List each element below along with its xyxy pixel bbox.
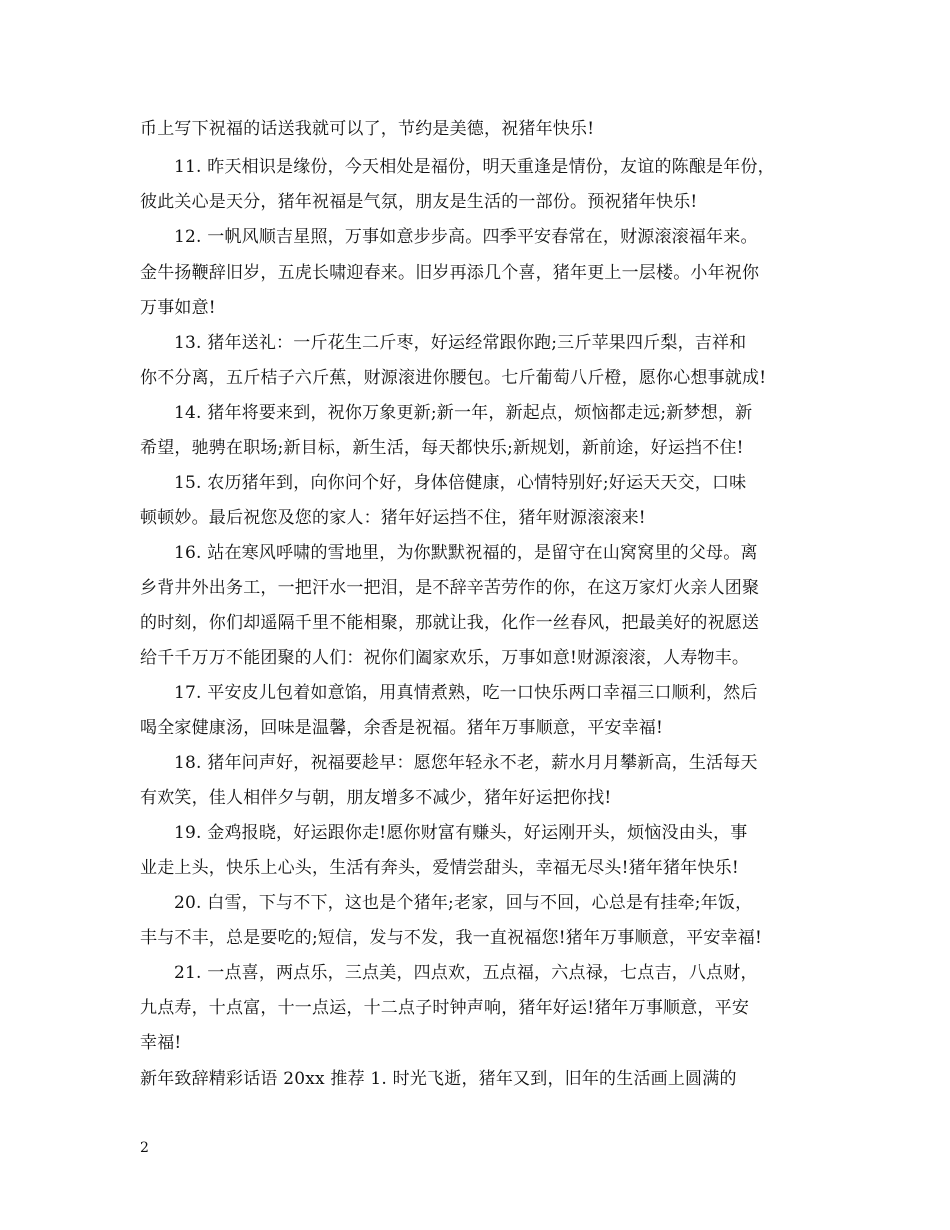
text-line: 丰与不丰，总是要吃的;短信，发与不发，我一直祝福您!猪年万事顺意，平安幸福!	[140, 928, 762, 948]
text-line: 21. 一点喜，两点乐，三点美，四点欢，五点福，六点禄，七点吉，八点财，	[174, 963, 758, 983]
page-number: 2	[140, 1140, 149, 1156]
text-line: 万事如意!	[140, 298, 216, 318]
text-line: 19. 金鸡报晓，好运跟你走!愿你财富有赚头，好运刚开头，烦恼没由头，事	[174, 823, 748, 843]
text-line: 20. 白雪，下与不下，这也是个猪年;老家，回与不回，心总是有挂牵;年饭，	[174, 893, 753, 913]
text-line: 18. 猪年问声好，祝福要趁早：愿您年轻永不老，薪水月月攀新高，生活每天	[174, 753, 758, 773]
text-line: 幸福!	[140, 1033, 182, 1053]
text-line: 16. 站在寒风呼啸的雪地里，为你默默祝福的，是留守在山窝窝里的父母。离	[174, 543, 758, 563]
text-line: 14. 猪年将要来到，祝你万象更新;新一年，新起点，烦恼都走远;新梦想，新	[174, 403, 753, 423]
text-line: 13. 猪年送礼：一斤花生二斤枣，好运经常跟你跑;三斤苹果四斤梨，吉祥和	[174, 333, 747, 353]
text-line: 的时刻，你们却遥隔千里不能相聚，那就让我，化作一丝春风，把最美好的祝愿送	[140, 613, 760, 633]
text-line: 给千千万万不能团聚的人们：祝你们阖家欢乐，万事如意!财源滚滚，人寿物丰。	[140, 648, 750, 668]
text-line: 有欢笑，佳人相伴夕与朝，朋友增多不减少，猪年好运把你找!	[140, 788, 612, 808]
text-line: 15. 农历猪年到，向你问个好，身体倍健康，心情特别好;好运天天交，口味	[174, 473, 747, 493]
text-line: 你不分离，五斤桔子六斤蕉，财源滚进你腰包。七斤葡萄八斤橙，愿你心想事就成!	[140, 368, 767, 388]
text-line: 喝全家健康汤，回味是温馨，余香是祝福。猪年万事顺意，平安幸福!	[140, 718, 664, 738]
text-line: 金牛扬鞭辞旧岁，五虎长啸迎春来。旧岁再添几个喜，猪年更上一层楼。小年祝你	[140, 263, 760, 283]
text-line: 12. 一帆风顺吉星照，万事如意步步高。四季平安春常在，财源滚滚福年来。	[174, 227, 758, 247]
text-line: 11. 昨天相识是缘份，今天相处是福份，明天重逢是情份，友谊的陈酿是年份，	[174, 157, 775, 177]
text-line: 九点寿，十点富，十一点运，十二点子时钟声响，猪年好运!猪年万事顺意，平安	[140, 998, 750, 1018]
section-heading-line: 新年致辞精彩话语 20xx 推荐 1. 时光飞逝，猪年又到，旧年的生活画上圆满的	[140, 1069, 737, 1089]
text-line: 业走上头，快乐上心头，生活有奔头，爱情尝甜头，幸福无尽头!猪年猪年快乐!	[140, 858, 739, 878]
text-line: 17. 平安皮儿包着如意馅，用真情煮熟，吃一口快乐两口幸福三口顺利，然后	[174, 683, 758, 703]
text-line: 彼此关心是天分，猪年祝福是气氛，朋友是生活的一部份。预祝猪年快乐!	[140, 192, 698, 212]
text-line: 顿顿妙。最后祝您及您的家人：猪年好运挡不住，猪年财源滚滚来!	[140, 508, 646, 528]
text-line: 希望，驰骋在职场;新目标，新生活，每天都快乐;新规划，新前途，好运挡不住!	[140, 438, 744, 458]
text-line: 乡背井外出务工，一把汗水一把泪，是不辞辛苦劳作的你，在这万家灯火亲人团聚	[140, 578, 760, 598]
text-line: 币上写下祝福的话送我就可以了，节约是美德，祝猪年快乐!	[140, 119, 595, 139]
